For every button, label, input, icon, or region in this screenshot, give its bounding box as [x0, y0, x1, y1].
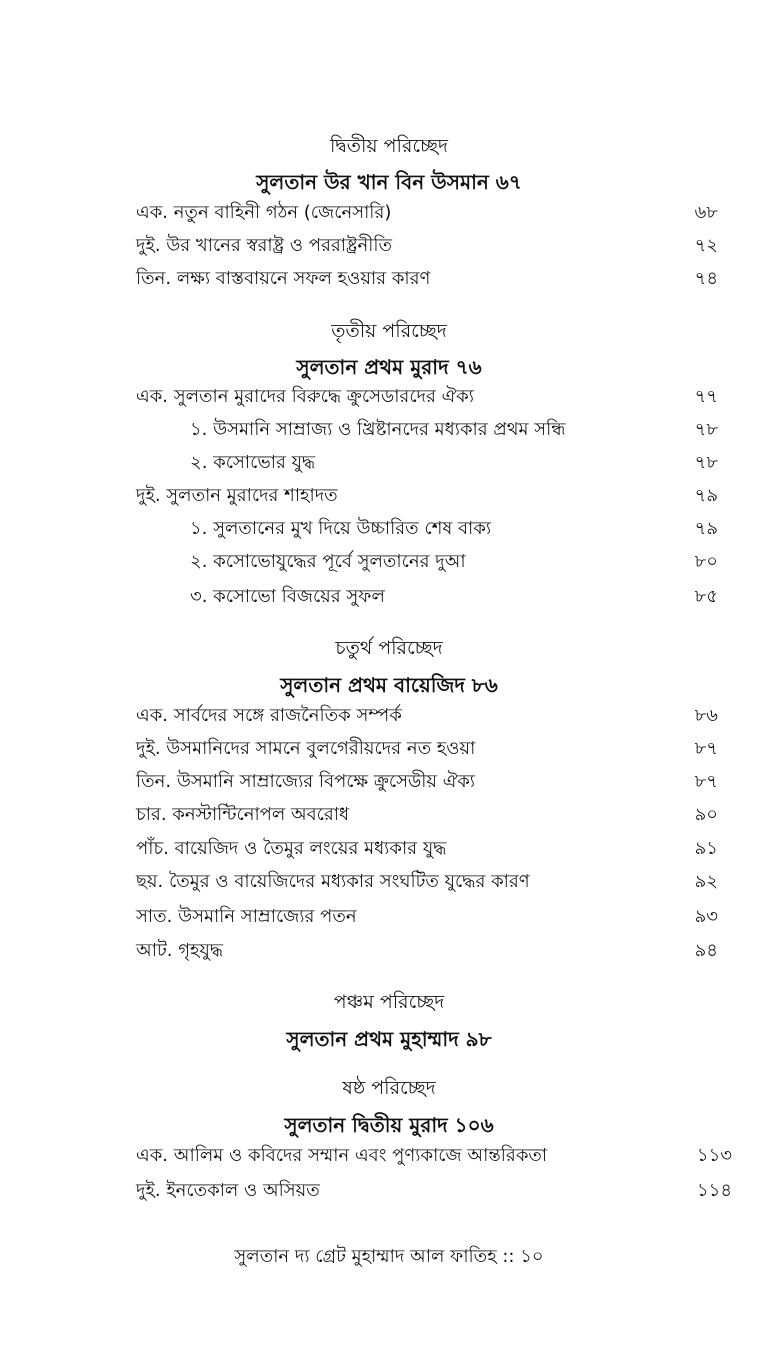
toc-entry [136, 800, 718, 830]
chapter-label: ষষ্ঠ পরিচ্ছেদ [342, 1077, 436, 1099]
toc-entry-text: দুই. ইনতেকাল ও অসিয়ত [136, 1180, 320, 1201]
chapter-title: সুলতান উর খান বিন উসমান ৬৭ [256, 170, 522, 194]
toc-entry-page: ৭৮ [694, 452, 718, 473]
toc-entry [136, 481, 718, 511]
toc-entry [136, 902, 718, 932]
toc-entry-page: ৯৩ [694, 906, 718, 927]
toc-entry-page: ১১৩ [696, 1145, 732, 1166]
toc-entry-page: ৯২ [694, 871, 718, 892]
toc-entry-text: এক. সার্বদের সঙ্গে রাজনৈতিক সম্পর্ক [136, 705, 402, 726]
chapter-label: পঞ্চম পরিচ্ছেদ [333, 991, 445, 1013]
toc-entry [136, 936, 718, 966]
toc-entry-text: ছয়. তৈমুর ও বায়েজিদের মধ্যকার সংঘটিত যুদ্ধের কারণ [136, 871, 530, 892]
toc-entry-text: ১. উসমানি সাম্রাজ্য ও খ্রিষ্টানদের মধ্যকার প্রথম সন্ধি [190, 419, 566, 440]
toc-entry-text: দুই. উসমানিদের সামনে বুলগেরীয়দের নত হওয়া [136, 738, 476, 759]
toc-entry-page: ১১৪ [696, 1180, 732, 1201]
toc-entry-text: এক. সুলতান মুরাদের বিরুদ্ধে ক্রুসেডারদের ঐক্য [136, 386, 474, 407]
toc-entry-page: ৭৯ [694, 518, 718, 539]
toc-entry-text: চার. কনস্টান্টিনোপল অবরোধ [136, 804, 350, 825]
page-footer: সুলতান দ্য গ্রেট মুহাম্মাদ আল ফাতিহ :: ১০ [234, 1246, 544, 1267]
toc-entry-page: ৭২ [694, 235, 718, 256]
toc-entry-page: ৭৯ [694, 485, 718, 506]
toc-entry-text: ৩. কসোভো বিজয়ের সুফল [190, 586, 385, 607]
toc-entry-text: ২. কসোভোর যুদ্ধ [190, 452, 316, 473]
toc-entry-text: পাঁচ. বায়েজিদ ও তৈমুর লংয়ের মধ্যকার যুদ্ধ [136, 838, 447, 859]
chapter-title: সুলতান প্রথম মুহাম্মাদ ৯৮ [286, 1027, 492, 1051]
toc-entry-text: ১. সুলতানের মুখ দিয়ে উচ্চারিত শেষ বাক্য [190, 518, 492, 539]
chapter-title: সুলতান দ্বিতীয় মুরাদ ১০৬ [284, 1113, 494, 1137]
toc-entry [136, 1176, 732, 1206]
toc-entry-text: এক. আলিম ও কবিদের সম্মান এবং পুণ্যকাজে আন্তরিকতা [136, 1145, 548, 1166]
toc-entry-page: ৭৮ [694, 419, 718, 440]
toc-entry-page: ৭৭ [694, 386, 718, 407]
toc-entry-page: ৮০ [694, 551, 718, 572]
toc-entry-page: ৬৮ [694, 202, 718, 223]
toc-entry [136, 382, 718, 412]
toc-subentry [190, 448, 718, 478]
toc-subentry [190, 547, 718, 577]
toc-entry-page: ৮৭ [694, 738, 718, 759]
toc-entry [136, 834, 718, 864]
toc-entry-page: ৯০ [694, 804, 718, 825]
chapter-label: দ্বিতীয় পরিচ্ছেদ [329, 135, 449, 157]
toc-entry [136, 867, 718, 897]
toc-entry-text: দুই. উর খানের স্বরাষ্ট্র ও পররাষ্ট্রনীতি [136, 235, 393, 256]
toc-entry [136, 1141, 732, 1171]
toc-entry [136, 767, 718, 797]
toc-entry [136, 264, 718, 294]
toc-subentry [190, 514, 718, 544]
toc-entry-page: ৮৭ [694, 771, 718, 792]
toc-entry-text: ২. কসোভোযুদ্ধের পূর্বে সুলতানের দুআ [190, 551, 466, 572]
toc-entry [136, 198, 718, 228]
chapter-label: চতুর্থ পরিচ্ছেদ [335, 637, 443, 659]
toc-entry-text: আট. গৃহযুদ্ধ [136, 940, 224, 961]
toc-subentry [190, 415, 718, 445]
toc-entry-text: তিন. লক্ষ্য বাস্তবায়নে সফল হওয়ার কারণ [136, 268, 431, 289]
toc-entry-page: ৮৫ [694, 586, 718, 607]
toc-subentry [190, 582, 718, 612]
chapter-title: সুলতান প্রথম মুরাদ ৭৬ [296, 355, 482, 379]
toc-entry-page: ৭৪ [694, 268, 718, 289]
toc-entry-text: এক. নতুন বাহিনী গঠন (জেনেসারি) [136, 202, 392, 223]
toc-entry-text: সাত. উসমানি সাম্রাজ্যের পতন [136, 906, 357, 927]
toc-entry [136, 231, 718, 261]
toc-entry-text: তিন. উসমানি সাম্রাজ্যের বিপক্ষে ক্রুসেডীয় ঐক্য [136, 771, 476, 792]
toc-entry-page: ৯১ [694, 838, 718, 859]
chapter-label: তৃতীয় পরিচ্ছেদ [331, 320, 447, 342]
toc-entry [136, 701, 718, 731]
toc-entry-page: ৯৪ [694, 940, 718, 961]
toc-entry [136, 734, 718, 764]
toc-entry-text: দুই. সুলতান মুরাদের শাহাদত [136, 485, 338, 506]
chapter-title: সুলতান প্রথম বায়েজিদ ৮৬ [280, 673, 498, 697]
toc-entry-page: ৮৬ [694, 705, 718, 726]
